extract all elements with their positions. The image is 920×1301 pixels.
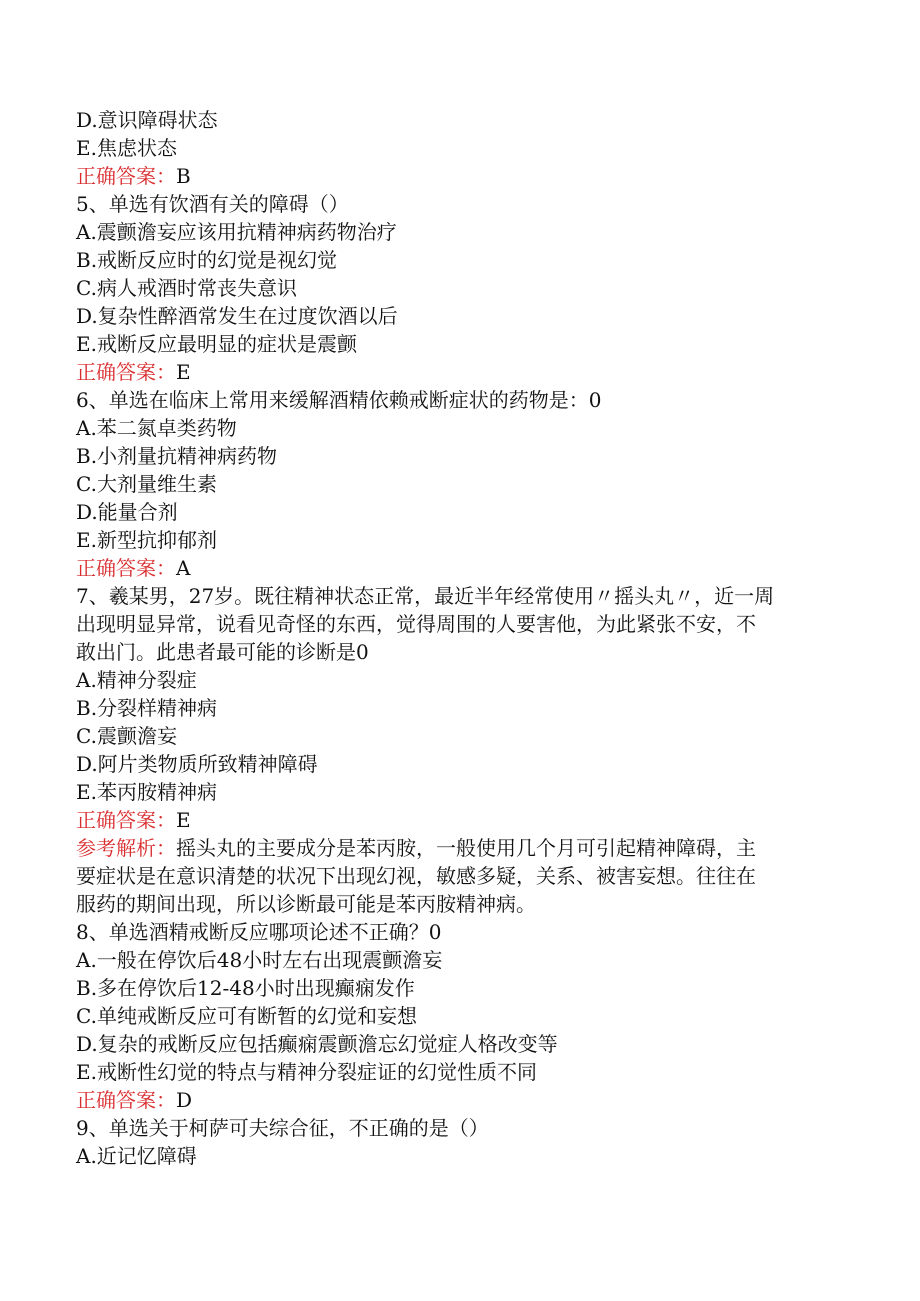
q8-answer [76,1086,836,1114]
q8-option-e: E.戒断性幻觉的特点与精神分裂症证的幻觉性质不同 [76,1060,537,1084]
q7-stem-line-2: 出现明显异常，说看见奇怪的东西，觉得周围的人要害他，为此紧张不安，不 [76,612,756,636]
q7-stem-line-3: 敢出门。此患者最可能的诊断是0 [76,640,369,664]
q7-explanation-line-3: 服药的期间出现，所以诊断最可能是苯丙胺精神病。 [76,892,536,916]
q5-option-e: E.戒断反应最明显的症状是震颤 [76,332,357,356]
q7-option-e: E.苯丙胺精神病 [76,780,217,804]
q8-option-a: A.一般在停饮后48小时左右出现震颤澹妄 [76,948,443,972]
q6-option-d: D.能量合剂 [76,500,178,524]
explanation-label: 参考解析： [76,836,176,860]
q8-stem: 8、单选酒精戒断反应哪项论述不正确？0 [76,920,442,944]
q7-option-a: A.精神分裂症 [76,668,197,692]
q6-stem: 6、单选在临床上常用来缓解酒精依赖戒断症状的药物是：0 [76,388,602,412]
q7-stem-line-1: 7、羲某男，27岁。既往精神状态正常，最近半年经常使用〃摇头丸〃，近一周 [76,584,775,608]
q4-option-e: E.焦虑状态 [76,136,177,160]
answer-label: 正确答案： [76,808,176,832]
q5-option-b: B.戒断反应时的幻觉是视幻觉 [76,248,338,272]
q6-option-a: A.苯二氮卓类药物 [76,416,237,440]
q7-option-c: C.震颤澹妄 [76,724,177,748]
answer-label: 正确答案： [76,1088,176,1112]
explanation-text: 摇头丸的主要成分是苯丙胺，一般使用几个月可引起精神障碍，主 [176,836,756,860]
q7-answer [76,806,836,834]
q8-option-c: C.单纯戒断反应可有断暂的幻觉和妄想 [76,1004,417,1028]
q5-stem: 5、单选有饮酒有关的障碍（） [76,192,349,216]
q7-option-d: D.阿片类物质所致精神障碍 [76,752,318,776]
q9-option-a: A.近记忆障碍 [76,1144,197,1168]
q5-option-c: C.病人戒酒时常丧失意识 [76,276,297,300]
q5-answer [76,358,836,386]
q5-option-a: A.震颤澹妄应该用抗精神病药物治疗 [76,220,397,244]
q6-option-b: B.小剂量抗精神病药物 [76,444,278,468]
q5-option-d: D.复杂性醉酒常发生在过度饮酒以后 [76,304,398,328]
document-page [76,106,836,1170]
q8-option-b: B.多在停饮后12-48小时出现癫痫发作 [76,976,415,1000]
answer-label: 正确答案： [76,556,176,580]
q6-answer [76,554,836,582]
q7-option-b: B.分裂样精神病 [76,696,218,720]
q6-option-e: E.新型抗抑郁剂 [76,528,217,552]
answer-label: 正确答案： [76,164,176,188]
q4-option-d: D.意识障碍状态 [76,108,218,132]
answer-value: A [176,556,191,580]
answer-value: E [176,360,191,384]
answer-value: E [176,808,191,832]
q8-option-d: D.复杂的戒断反应包括癫痫震颤澹忘幻觉症人格改变等 [76,1032,558,1056]
q9-stem: 9、单选关于柯萨可夫综合征，不正确的是（） [76,1116,489,1140]
q6-option-c: C.大剂量维生素 [76,472,217,496]
answer-value: D [176,1088,193,1112]
q7-explanation-line-1 [76,834,836,862]
q7-explanation-line-2: 要症状是在意识清楚的状况下出现幻视，敏感多疑，关系、被害妄想。往往在 [76,864,756,888]
q4-answer [76,162,836,190]
answer-value: B [176,164,191,188]
answer-label: 正确答案： [76,360,176,384]
